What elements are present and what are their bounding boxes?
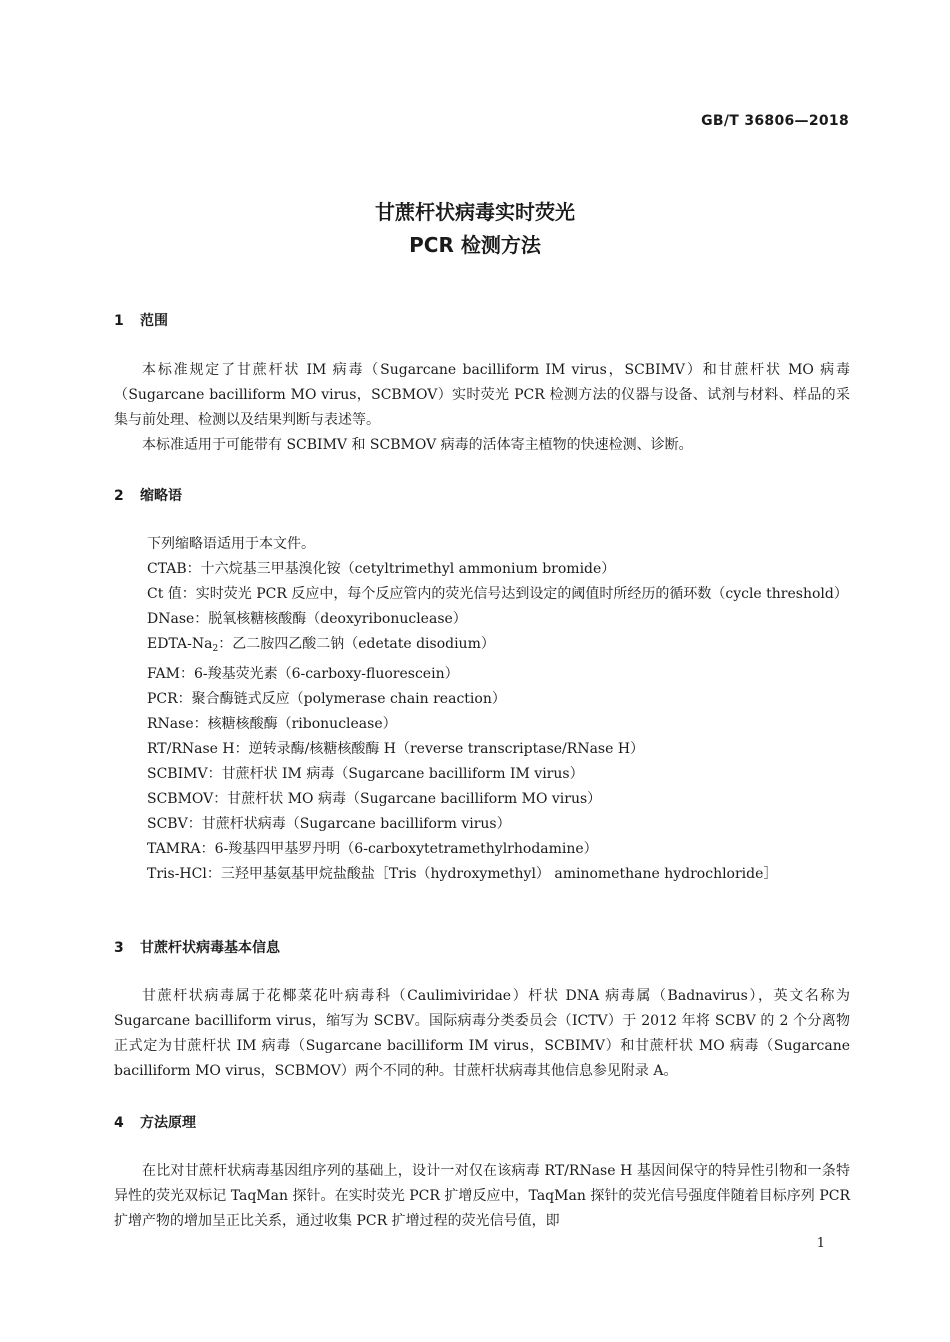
list-item: DNase：脱氧核糖核酸酶（deoxyribonuclease）	[147, 611, 467, 627]
list-intro: 下列缩略语适用于本文件。	[147, 536, 315, 552]
page-number: 1	[816, 1236, 825, 1251]
standard-number: GB/T 36806—2018	[701, 113, 849, 129]
section-1-heading	[114, 310, 168, 330]
list-item: TAMRA：6-羧基四甲基罗丹明（6-carboxytetramethylrhodamine）	[147, 841, 598, 857]
list-item: Tris-HCl：三羟甲基氨基甲烷盐酸盐［Tris（hydroxymethyl） aminomethane hydrochloride］	[147, 866, 778, 882]
section-title: 范围	[140, 313, 168, 329]
title-line-2: PCR 检测方法	[409, 233, 541, 257]
section-3-heading	[114, 937, 280, 957]
list-item: RT/RNase H：逆转录酶/核糖核酸酶 H（reverse transcriptase/RNase H）	[147, 741, 645, 757]
abbr-term: EDTA-Na	[147, 636, 213, 652]
list-item: FAM：6-羧基荧光素（6-carboxy-fluorescein）	[147, 666, 459, 682]
section-number: 3	[114, 940, 124, 956]
section-title: 缩略语	[140, 488, 182, 504]
section-number: 4	[114, 1115, 124, 1131]
section-title: 甘蔗杆状病毒基本信息	[140, 940, 280, 956]
title-line-1: 甘蔗杆状病毒实时荧光	[375, 200, 575, 224]
paragraph: 在比对甘蔗杆状病毒基因组序列的基础上，设计一对仅在该病毒 RT/RNase H 基因间保守的特异性引物和一条特异性的荧光双标记 TaqMan 探针。在实时荧光 PCR 扩增反应中，TaqMan 探针的荧光信号强度伴随着目标序列 PCR 扩增产物的增加呈正比关系，通过收集 PCR 扩增过程的荧光信号值，即	[114, 1163, 850, 1229]
paragraph: 甘蔗杆状病毒属于花椰菜花叶病毒科（Caulimiviridae）杆状 DNA 病毒属（Badnavirus），英文名称为 Sugarcane bacilliform virus，缩写为 SCBV。国际病毒分类委员会（ICTV）于 2012 年将 SCBV 的 2 个分离物正式定为甘蔗杆状 IM 病毒（Sugarcane bacilliform IM virus，SCBIMV）和甘蔗杆状 MO 病毒（Sugarcane bacilliform MO virus，SCBMOV）两个不同的种。甘蔗杆状病毒其他信息参见附录 A。	[114, 988, 850, 1079]
section-3-body	[114, 984, 850, 1084]
section-number: 2	[114, 488, 124, 504]
list-item: SCBV：甘蔗杆状病毒（Sugarcane bacilliform virus）	[147, 816, 511, 832]
section-1-body	[114, 358, 850, 458]
paragraph: 本标准适用于可能带有 SCBIMV 和 SCBMOV 病毒的活体寄主植物的快速检测、诊断。	[142, 437, 693, 453]
section-number: 1	[114, 313, 124, 329]
document-title	[0, 196, 950, 262]
list-item: SCBIMV：甘蔗杆状 IM 病毒（Sugarcane bacilliform IM virus）	[147, 766, 584, 782]
section-4-heading	[114, 1112, 196, 1132]
list-item: PCR：聚合酶链式反应（polymerase chain reaction）	[147, 691, 506, 707]
abbr-definition: ：乙二胺四乙酸二钠（edetate disodium）	[218, 636, 495, 652]
section-title: 方法原理	[140, 1115, 196, 1131]
list-item: SCBMOV：甘蔗杆状 MO 病毒（Sugarcane bacilliform MO virus）	[147, 791, 602, 807]
list-item: Ct 值：实时荧光 PCR 反应中，每个反应管内的荧光信号达到设定的阈值时所经历的循环数（cycle threshold）	[147, 586, 848, 602]
subscript: 2	[212, 644, 219, 654]
list-item: RNase：核糖核酸酶（ribonuclease）	[147, 716, 397, 732]
abbreviation-list	[114, 532, 850, 887]
section-2-heading	[114, 485, 182, 505]
list-item: CTAB：十六烷基三甲基溴化铵（cetyltrimethyl ammonium bromide）	[147, 561, 616, 577]
paragraph: 本标准规定了甘蔗杆状 IM 病毒（Sugarcane bacilliform IM virus，SCBIMV）和甘蔗杆状 MO 病毒（Sugarcane bacilliform MO virus，SCBMOV）实时荧光 PCR 检测方法的仪器与设备、试剂与材料、样品的采集与前处理、检测以及结果判断与表述等。	[114, 362, 850, 428]
section-4-body	[114, 1159, 850, 1234]
list-item	[114, 632, 850, 662]
